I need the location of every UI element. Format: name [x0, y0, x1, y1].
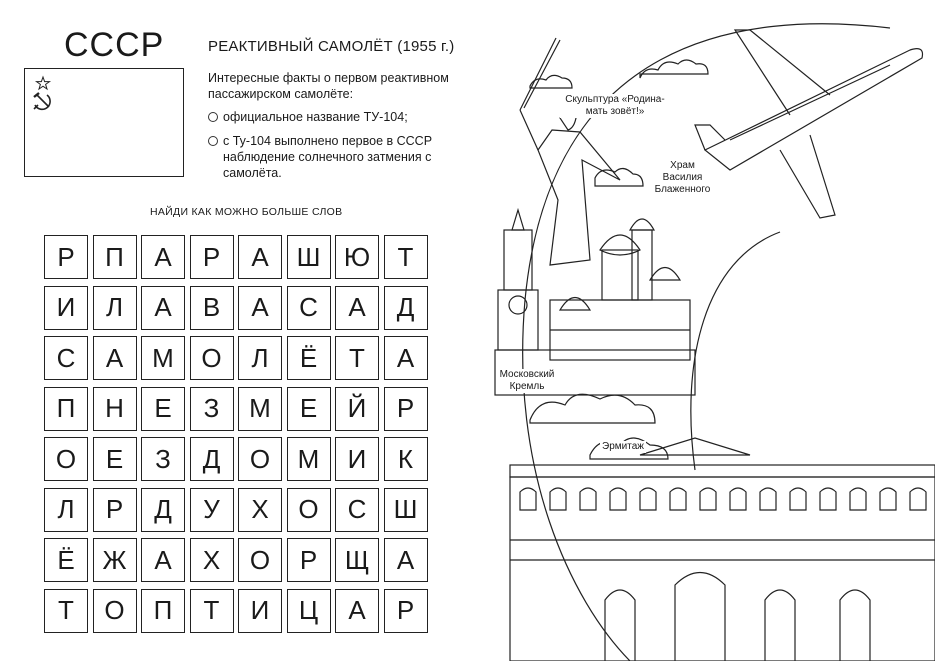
wordsearch-grid [44, 235, 436, 635]
grid-cell[interactable]: А [384, 538, 428, 582]
grid-cell[interactable]: Ю [335, 235, 379, 279]
letter-c-outline [523, 24, 890, 661]
grid-cell[interactable]: Е [93, 437, 137, 481]
grid-cell[interactable]: И [44, 286, 88, 330]
grid-cell[interactable]: А [335, 589, 379, 633]
bullet-circle-icon [208, 136, 218, 146]
grid-cell[interactable]: Р [93, 488, 137, 532]
letter-c-inner [691, 232, 780, 470]
grid-cell[interactable]: Е [287, 387, 331, 431]
grid-cell[interactable]: Р [44, 235, 88, 279]
fact-text: официальное название ТУ-104; [223, 110, 408, 124]
grid-cell[interactable]: А [384, 336, 428, 380]
grid-cell[interactable]: А [141, 538, 185, 582]
grid-cell[interactable]: У [190, 488, 234, 532]
grid-cell[interactable]: И [238, 589, 282, 633]
grid-cell[interactable]: Т [335, 336, 379, 380]
grid-cell[interactable]: Ш [384, 488, 428, 532]
grid-cell[interactable]: А [238, 235, 282, 279]
grid-cell[interactable]: В [190, 286, 234, 330]
grid-cell[interactable]: Т [384, 235, 428, 279]
grid-cell[interactable]: Д [141, 488, 185, 532]
grid-cell[interactable]: С [44, 336, 88, 380]
grid-cell[interactable]: Р [190, 235, 234, 279]
grid-cell[interactable]: Х [238, 488, 282, 532]
grid-cell[interactable]: П [44, 387, 88, 431]
grid-cell[interactable]: А [141, 286, 185, 330]
ussr-flag [24, 68, 184, 177]
st-basil-cathedral [550, 219, 690, 360]
label-kremlin: Московский Кремль [499, 369, 555, 392]
grid-cell[interactable]: А [238, 286, 282, 330]
grid-cell[interactable]: Д [190, 437, 234, 481]
grid-cell[interactable]: Е [141, 387, 185, 431]
fact-text: с Ту-104 выполнено первое в СССР наблюдение солнечного затмения с самолёта. [223, 134, 433, 180]
kremlin-tower [498, 210, 538, 350]
grid-cell[interactable]: Т [44, 589, 88, 633]
grid-cell[interactable]: О [238, 437, 282, 481]
tu104-airplane [695, 30, 923, 218]
grid-cell[interactable]: Й [335, 387, 379, 431]
label-sculpture: Скульптура «Родина-мать зовёт!» [560, 94, 670, 118]
grid-cell[interactable]: О [238, 538, 282, 582]
section-title: РЕАКТИВНЫЙ САМОЛЁТ (1955 г.) [208, 38, 455, 55]
grid-cell[interactable]: К [384, 437, 428, 481]
grid-cell[interactable]: З [141, 437, 185, 481]
grid-cell[interactable]: Т [190, 589, 234, 633]
label-cathedral: Храм Василия Блаженного [650, 160, 715, 196]
grid-cell[interactable]: М [287, 437, 331, 481]
grid-cell[interactable]: Л [238, 336, 282, 380]
grid-cell[interactable]: Ё [287, 336, 331, 380]
grid-cell[interactable]: О [190, 336, 234, 380]
grid-cell[interactable]: М [238, 387, 282, 431]
country-title: СССР [64, 26, 165, 64]
grid-cell[interactable]: Л [44, 488, 88, 532]
cloud-icon [530, 394, 655, 423]
grid-cell[interactable]: Р [384, 589, 428, 633]
grid-cell[interactable]: А [335, 286, 379, 330]
grid-cell[interactable]: Д [384, 286, 428, 330]
facts-intro: Интересные факты о первом реактивном пассажирском самолёте: [208, 71, 449, 101]
hermitage-building [510, 438, 935, 661]
cloud-icon [640, 60, 708, 78]
grid-cell[interactable]: Ш [287, 235, 331, 279]
grid-cell[interactable]: О [287, 488, 331, 532]
grid-cell[interactable]: Л [93, 286, 137, 330]
grid-cell[interactable]: А [141, 235, 185, 279]
grid-cell[interactable]: И [335, 437, 379, 481]
wordsearch-title: НАЙДИ КАК МОЖНО БОЛЬШЕ СЛОВ [150, 206, 343, 218]
grid-cell[interactable]: О [93, 589, 137, 633]
label-hermitage: Эрмитаж [600, 441, 646, 453]
grid-cell[interactable]: Х [190, 538, 234, 582]
hammer-sickle-star-icon [25, 69, 182, 175]
grid-cell[interactable]: М [141, 336, 185, 380]
grid-cell[interactable]: С [287, 286, 331, 330]
illustration [490, 0, 935, 661]
grid-cell[interactable]: Р [384, 387, 428, 431]
grid-cell[interactable]: О [44, 437, 88, 481]
grid-cell[interactable]: Ж [93, 538, 137, 582]
grid-cell[interactable]: Щ [335, 538, 379, 582]
grid-cell[interactable]: Ё [44, 538, 88, 582]
bullet-circle-icon [208, 112, 218, 122]
grid-cell[interactable]: П [93, 235, 137, 279]
motherland-statue [520, 38, 620, 265]
grid-cell[interactable]: П [141, 589, 185, 633]
grid-cell[interactable]: Р [287, 538, 331, 582]
grid-cell[interactable]: С [335, 488, 379, 532]
grid-cell[interactable]: Н [93, 387, 137, 431]
grid-cell[interactable]: А [93, 336, 137, 380]
grid-cell[interactable]: Ц [287, 589, 331, 633]
grid-cell[interactable]: З [190, 387, 234, 431]
